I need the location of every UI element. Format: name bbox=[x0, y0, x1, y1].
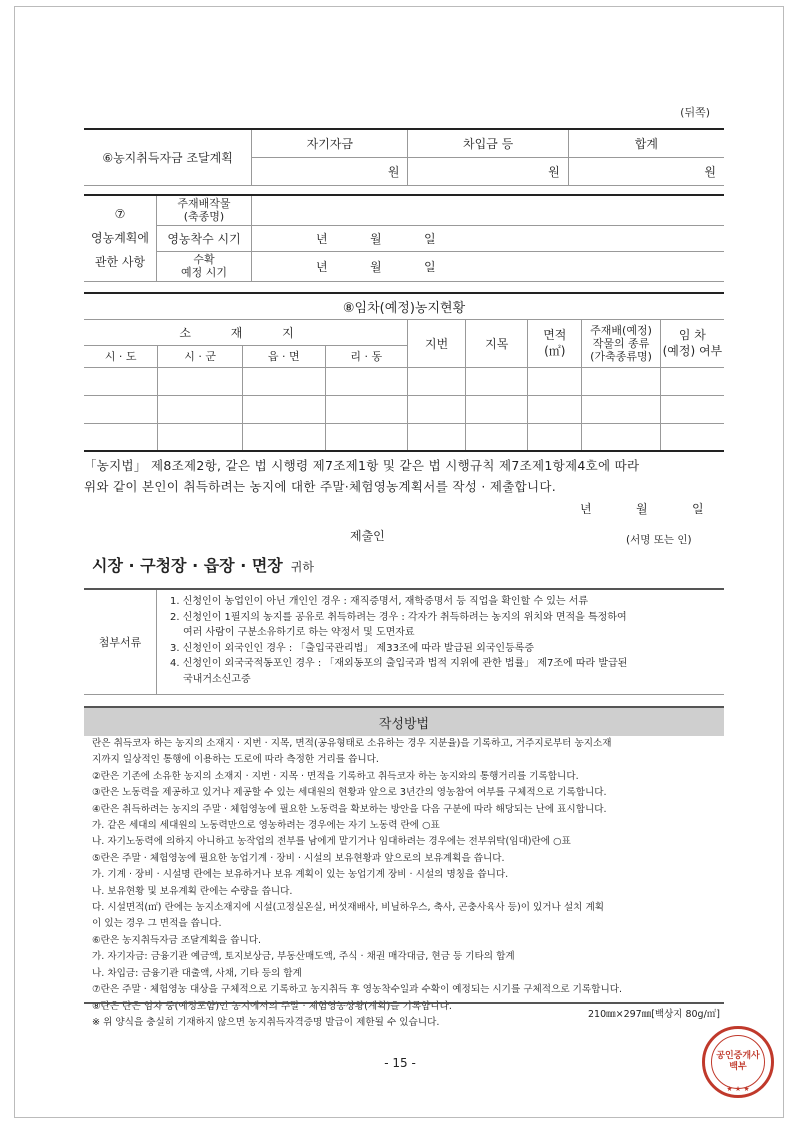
attachments-list bbox=[170, 594, 720, 687]
signature-field[interactable]: (서명 또는 인) bbox=[626, 534, 692, 546]
start-date-month: 월 bbox=[370, 231, 382, 246]
lease-table bbox=[84, 292, 724, 452]
list-item: 다. 시설면적(㎡) 란에는 농지소재지에 시설(고정실온실, 버섯재배사, 비닐하우스, 축사, 곤충사육사 등)이 있거나 설치 계획 bbox=[92, 902, 604, 914]
lease-cell[interactable] bbox=[325, 367, 408, 395]
submit-date[interactable] bbox=[580, 500, 704, 517]
funding-header-loan: 차입금 등 bbox=[408, 129, 568, 157]
harvest-date-month: 월 bbox=[370, 259, 382, 274]
list-item: ⑥란은 농지취득자금 조달계획을 씁니다. bbox=[92, 934, 262, 946]
lease-cell[interactable] bbox=[158, 395, 243, 423]
start-date-value[interactable] bbox=[252, 225, 725, 251]
list-item: 1. 신청인이 농업인이 아닌 개인인 경우 : 재직증명서, 재학증명서 등 직업을 확인할 수 있는 서류 bbox=[170, 596, 589, 607]
land-category-header: 지목 bbox=[466, 319, 528, 367]
page-number: - 15 - bbox=[384, 1056, 416, 1070]
stamp-line-1: 공인중개사 bbox=[716, 1051, 760, 1061]
lease-cell[interactable] bbox=[466, 367, 528, 395]
area-label: 면적 bbox=[543, 328, 567, 342]
lease-cell[interactable] bbox=[660, 395, 724, 423]
main-crop-label: 주재배작물 (축종명) bbox=[157, 195, 252, 225]
lease-cell[interactable] bbox=[466, 395, 528, 423]
farming-plan-number: ⑦ bbox=[114, 207, 126, 222]
list-item: ③란은 노동력을 제공하고 있거나 제공할 수 있는 세대원의 현황과 앞으로 3년간의 영농참여 여부를 구체적으로 기록합니다. bbox=[92, 787, 607, 799]
lease-cell[interactable] bbox=[582, 423, 660, 451]
lease-cell[interactable] bbox=[466, 423, 528, 451]
list-item: 란은 취득코자 하는 농지의 소재지 · 지번 · 지목, 면적(공유형태로 소유하는 경우 지분율)을 기록하고, 거주지로부터 농지소재 bbox=[92, 738, 612, 749]
funding-loan-value[interactable]: 원 bbox=[408, 157, 568, 185]
lease-title: ⑧임차(예정)농지현황 bbox=[84, 293, 724, 319]
addressee-title: 시장 · 구청장 · 읍장 · 면장 bbox=[92, 556, 283, 575]
table-row bbox=[84, 395, 724, 423]
area-header bbox=[528, 319, 582, 367]
list-item: 2. 신청인이 1필지의 농지를 공유로 취득하려는 경우 : 각자가 취득하려는 농지의 위치와 면적을 특정하여 bbox=[170, 611, 627, 623]
seal-stamp-inner bbox=[711, 1035, 765, 1089]
list-item: ④란은 취득하려는 농지의 주말 · 체험영농에 필요한 노동력을 확보하는 방안을 다음 구분에 따라 해당되는 난에 표시합니다. bbox=[92, 803, 607, 815]
list-item: 여러 사람이 구분소유하기로 하는 약정서 및 도면자료 bbox=[183, 627, 415, 638]
list-item: 지까지 일상적인 통행에 이용하는 도로에 따라 측정한 거리를 씁니다. bbox=[92, 754, 379, 766]
lease-cell[interactable] bbox=[582, 367, 660, 395]
province-header: 시 · 도 bbox=[84, 345, 158, 367]
instructions-title: 작성방법 bbox=[84, 706, 724, 736]
lease-cell[interactable] bbox=[325, 395, 408, 423]
back-side-label: (뒤쪽) bbox=[680, 106, 710, 119]
start-date-year: 년 bbox=[316, 231, 328, 246]
harvest-date-label: 수확 예정 시기 bbox=[157, 251, 252, 281]
location-header: 소 재 지 bbox=[84, 319, 408, 345]
city-header: 시 · 군 bbox=[158, 345, 243, 367]
seal-stamp bbox=[702, 1026, 774, 1098]
funding-own-value[interactable]: 원 bbox=[252, 157, 408, 185]
table-row bbox=[84, 367, 724, 395]
farming-plan-label bbox=[84, 195, 157, 281]
list-item: ②란은 기존에 소유한 농지의 소재지 · 지번 · 지목 · 면적을 기록하고 취득코자 하는 농지와의 통행거리를 기록합니다. bbox=[92, 770, 579, 782]
lease-cell[interactable] bbox=[84, 367, 158, 395]
farming-plan-label-line2: 관한 사항 bbox=[94, 255, 146, 270]
submit-date-year: 년 bbox=[580, 502, 592, 516]
lease-cell[interactable] bbox=[158, 367, 243, 395]
lease-cell[interactable] bbox=[528, 367, 582, 395]
list-item: 이 있는 경우 그 면적을 씁니다. bbox=[92, 918, 222, 930]
lease-cell[interactable] bbox=[84, 423, 158, 451]
paper-size: 210㎜×297㎜[백상지 80g/㎡] bbox=[587, 1009, 720, 1020]
harvest-date-year: 년 bbox=[316, 259, 328, 274]
start-date-day: 일 bbox=[424, 231, 436, 246]
lease-cell[interactable] bbox=[528, 423, 582, 451]
addressee-suffix: 귀하 bbox=[290, 560, 314, 574]
attachments-section bbox=[84, 588, 724, 695]
funding-header-total: 합계 bbox=[568, 129, 724, 157]
town-header: 읍 · 면 bbox=[242, 345, 325, 367]
lease-cell[interactable] bbox=[242, 423, 325, 451]
lease-cell[interactable] bbox=[408, 395, 466, 423]
stamp-line-2: 백부 bbox=[729, 1062, 747, 1072]
declaration-line-2: 위와 같이 본인이 취득하려는 농지에 대한 주말·체험영농계획서를 작성 · 제출합니다. bbox=[84, 479, 557, 494]
list-item: ⑤란은 주말 · 체험영농에 필요한 농업기계 · 장비 · 시설의 보유현황과 앞으로의 보유계획을 씁니다. bbox=[92, 852, 505, 864]
addressee bbox=[92, 553, 314, 576]
lease-cell[interactable] bbox=[582, 395, 660, 423]
lease-cell[interactable] bbox=[660, 367, 724, 395]
farming-plan-label-line1: 영농계획에 bbox=[91, 231, 149, 246]
lease-cell[interactable] bbox=[408, 367, 466, 395]
lease-cell[interactable] bbox=[158, 423, 243, 451]
list-item: 나. 자기노동력에 의하지 아니하고 농작업의 전부를 남에게 맡기거나 임대하려는 경우에는 전부위탁(임대)란에 ○표 bbox=[92, 836, 571, 848]
lease-cell[interactable] bbox=[408, 423, 466, 451]
farming-plan-table bbox=[84, 194, 724, 282]
lot-number-header: 지번 bbox=[408, 319, 466, 367]
declaration-line-1: 「농지법」 제8조제2항, 같은 법 시행령 제7조제1항 및 같은 법 시행규칙 제7조제1항제4호에 따라 bbox=[84, 458, 640, 473]
lease-status-header: 임 차 (예정) 여부 bbox=[660, 319, 724, 367]
funding-header-own: 자기자금 bbox=[252, 129, 408, 157]
village-header: 리 · 동 bbox=[325, 345, 408, 367]
crop-type-header: 주재배(예정) 작물의 종류 (가축종류명) bbox=[582, 319, 660, 367]
lease-cell[interactable] bbox=[660, 423, 724, 451]
harvest-date-value[interactable] bbox=[252, 251, 725, 281]
area-unit: (㎡) bbox=[544, 344, 566, 358]
funding-total-value[interactable]: 원 bbox=[568, 157, 724, 185]
submit-date-month: 월 bbox=[636, 502, 648, 516]
harvest-date-day: 일 bbox=[424, 259, 436, 274]
list-item: ※ 위 양식을 충실히 기재하지 않으면 농지취득자격증명 발급이 제한될 수 있습니다. bbox=[92, 1016, 440, 1028]
lease-cell[interactable] bbox=[325, 423, 408, 451]
lease-cell[interactable] bbox=[528, 395, 582, 423]
list-item: 나. 보유현황 및 보유계획 란에는 수량을 씁니다. bbox=[92, 885, 293, 897]
lease-cell[interactable] bbox=[242, 395, 325, 423]
funding-title: ⑥농지취득자금 조달계획 bbox=[84, 129, 252, 185]
instructions-divider bbox=[84, 1002, 724, 1004]
lease-cell[interactable] bbox=[242, 367, 325, 395]
list-item: 가. 기계 · 장비 · 시설명 란에는 보유하거나 보유 계획이 있는 농업기계 장비 · 시설의 명칭을 씁니다. bbox=[92, 869, 509, 881]
attachments-label: 첨부서류 bbox=[84, 590, 157, 694]
list-item: 3. 신청인이 외국인인 경우 : 「출입국관리법」 제33조에 따라 발급된 외국인등록증 bbox=[170, 642, 535, 654]
start-date-label: 영농착수 시기 bbox=[157, 225, 252, 251]
stamp-stars-icon: ★ ★ ★ bbox=[726, 1085, 750, 1093]
list-item: ⑦란은 주말 · 체험영농 대상을 구체적으로 기록하고 농지취득 후 영농착수일과 수확이 예정되는 시기를 구체적으로 기록합니다. bbox=[92, 984, 623, 996]
main-crop-value[interactable] bbox=[252, 195, 725, 225]
list-item: 나. 차입금: 금융기관 대출액, 사채, 기타 등의 합계 bbox=[92, 967, 302, 979]
list-item: 국내거소신고증 bbox=[183, 673, 251, 685]
list-item: 가. 같은 세대의 세대원의 노동력만으로 영농하려는 경우에는 자기 노동력 란에 ○표 bbox=[92, 820, 440, 832]
table-row bbox=[84, 423, 724, 451]
submit-date-day: 일 bbox=[692, 502, 704, 516]
submitter-label: 제출인 bbox=[350, 529, 385, 543]
instructions-list bbox=[92, 736, 722, 1031]
funding-table bbox=[84, 128, 724, 186]
list-item: 4. 신청인이 외국국적동포인 경우 : 「재외동포의 출입국과 법적 지위에 관한 법률」 제7조에 따라 발급된 bbox=[170, 658, 628, 669]
declaration bbox=[84, 455, 724, 497]
lease-cell[interactable] bbox=[84, 395, 158, 423]
list-item: ⑧란은 란은 임차 중(예정포함)인 농지에서의 주말 · 체험영농상황(계획)을 기록합니다. bbox=[92, 1000, 452, 1012]
list-item: 가. 자기자금: 금융기관 예금액, 토지보상금, 부동산매도액, 주식 · 채권 매각대금, 현금 등 기타의 합계 bbox=[92, 951, 515, 963]
